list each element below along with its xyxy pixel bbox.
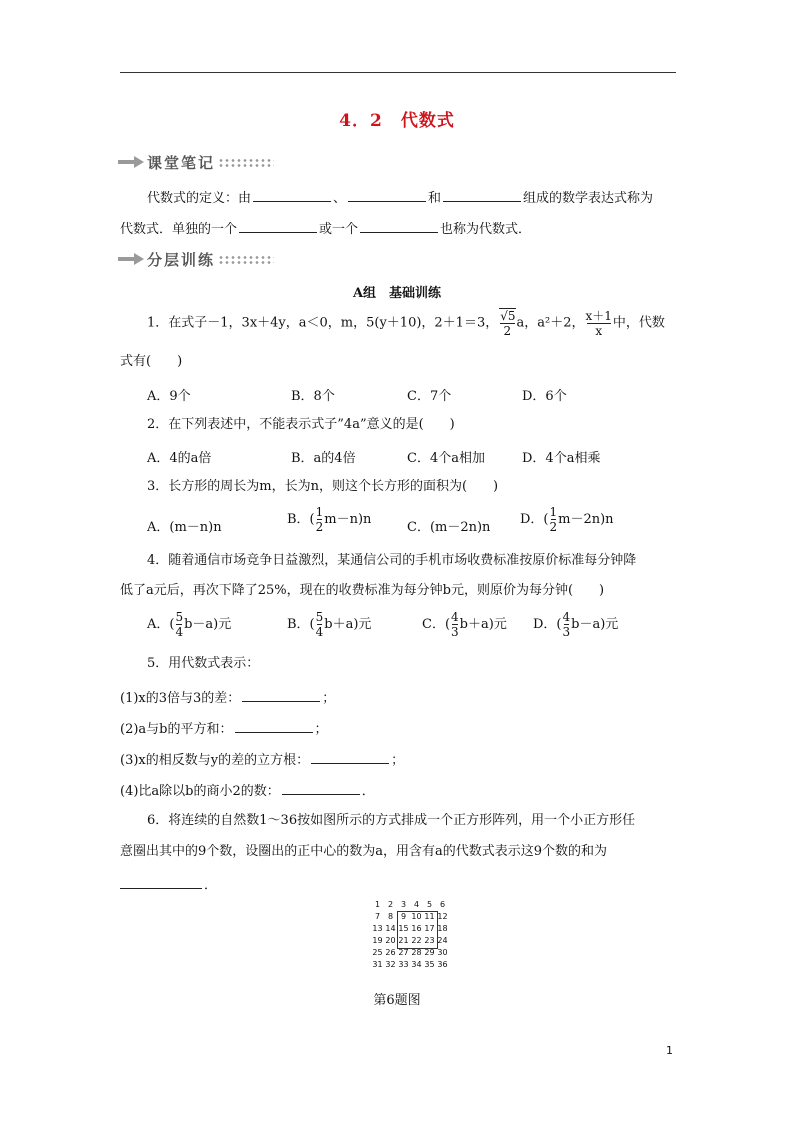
grid-cell: 12	[437, 912, 448, 921]
text-fragment: 组成的数学表达式称为	[523, 191, 654, 206]
question-3-stem: 3．长方形的周长为m，长为n，则这个长方形的面积为( )	[147, 479, 499, 494]
page-title: 4．2 代数式	[339, 111, 455, 131]
arrow-icon	[118, 156, 144, 168]
denominator: x	[595, 323, 603, 338]
q4-option-b: B．( $\frac{5}{4}$ b＋a)元	[287, 610, 372, 639]
question-4-stem-line-2: 低了a元后，再次下降了25%，现在的收费标准为每分钟b元，则原价为每分钟( )	[120, 583, 605, 598]
grid-cell: 22	[411, 936, 422, 945]
grid-cell: 15	[398, 924, 409, 933]
group-title: A组 基础训练	[352, 286, 442, 301]
q1-option-c: C．7个	[407, 389, 452, 404]
grid-cell: 29	[424, 948, 435, 957]
q2-option-c: C．4个a相加	[407, 451, 485, 466]
grid-cell: 26	[385, 948, 396, 957]
q4-option-c: C．( $\frac{4}{3}$ b＋a)元	[422, 610, 507, 639]
text-fragment: 1．在式子－1，3x＋4y，a＜0，m，5(y＋10)，2＋1＝3，	[147, 315, 499, 331]
grid-cell: 7	[374, 912, 381, 921]
grid-cell: 11	[424, 912, 435, 921]
grid-cell: 21	[398, 936, 409, 945]
question-6-stem-line-2: 意圈出其中的9个数，设圈出的正中心的数为a，用含有a的代数式表示这9个数的和为	[120, 844, 608, 859]
grid-cell: 2	[387, 900, 394, 909]
text-fragment: 代数式的定义：由	[147, 191, 252, 206]
grid-cell: 27	[398, 948, 409, 957]
q2-option-b: B．a的4倍	[291, 451, 356, 466]
answer-blank	[239, 218, 317, 233]
training-banner-label: 分层训练	[147, 251, 216, 269]
q5-item-1: (1)x的3倍与3的差： ；	[120, 687, 680, 708]
grid-cell: 18	[437, 924, 448, 933]
grid-cell: 19	[372, 936, 383, 945]
text-fragment: a，a²＋2，	[516, 315, 585, 331]
question-6-answer-line: ．	[120, 874, 680, 895]
text-fragment: 和	[428, 191, 442, 206]
grid-cell: 13	[372, 924, 383, 933]
text-fragment: 、	[333, 191, 347, 206]
grid-cell: 25	[372, 948, 383, 957]
definition-line-1	[147, 187, 707, 208]
grid-cell: 14	[385, 924, 396, 933]
q5-item-3: (3)x的相反数与y的差的立方根： ；	[120, 749, 680, 770]
grid-cell: 17	[424, 924, 435, 933]
banner-dots	[218, 158, 274, 168]
arrow-icon	[118, 253, 144, 265]
question-1-stem	[147, 308, 665, 338]
notes-banner-label: 课堂笔记	[147, 154, 216, 172]
q3-option-c: C．(m－2n)n	[407, 520, 491, 535]
grid-cell: 8	[387, 912, 394, 921]
q1-option-a: A．9个	[147, 389, 191, 404]
answer-blank	[253, 187, 331, 202]
answer-blank	[443, 187, 521, 202]
q4-option-a: A．( $\frac{5}{4}$ b－a)元	[147, 610, 232, 639]
header-rule	[120, 72, 676, 73]
answer-blank	[120, 874, 202, 889]
text-fragment: 中，代数	[612, 315, 665, 331]
banner-dots	[218, 255, 274, 265]
q5-item-4: (4)比a除以b的商小2的数： ．	[120, 780, 680, 801]
question-5-stem: 5．用代数式表示：	[147, 656, 260, 671]
text-fragment: 或一个	[319, 222, 359, 237]
grid-cell: 24	[437, 936, 448, 945]
q4-option-d: D．( $\frac{4}{3}$ b－a)元	[533, 610, 619, 639]
grid-cell: 5	[426, 900, 433, 909]
fraction-sqrt5-over-2	[499, 308, 515, 338]
grid-cell: 33	[398, 960, 409, 969]
grid-cell: 30	[437, 948, 448, 957]
grid-cell: 16	[411, 924, 422, 933]
training-banner	[118, 249, 278, 269]
grid-cell: 10	[411, 912, 422, 921]
q3-option-a: A．(m－n)n	[147, 520, 222, 535]
grid-cell: 4	[413, 900, 420, 909]
grid-cell: 34	[411, 960, 422, 969]
q2-option-d: D．4个a相乘	[522, 451, 601, 466]
grid-cell: 9	[400, 912, 407, 921]
grid-cell: 1	[374, 900, 381, 909]
grid-cell: 28	[411, 948, 422, 957]
notes-banner	[118, 152, 278, 172]
answer-blank	[348, 187, 426, 202]
number-grid-figure	[371, 899, 455, 979]
question-2-stem: 2．在下列表述中，不能表示式子”4a”意义的是( )	[147, 417, 455, 432]
page-number: 1	[666, 1044, 673, 1057]
q3-option-b: B．( $\frac{1}{2}$ m－n)n	[287, 505, 372, 534]
grid-cell: 32	[385, 960, 396, 969]
fraction-x-plus-1-over-x	[586, 309, 612, 338]
numerator: x＋1	[585, 308, 612, 323]
q1-option-d: D．6个	[522, 389, 567, 404]
denominator: 2	[503, 324, 512, 338]
grid-cell: 23	[424, 936, 435, 945]
text-fragment: 代数式．单独的一个	[120, 222, 238, 237]
question-6-stem-line-1: 6．将连续的自然数1～36按如图所示的方式排成一个正方形阵列，用一个小正方形任	[147, 813, 636, 828]
grid-cell: 20	[385, 936, 396, 945]
question-1-stem-line-2: 式有( )	[120, 354, 183, 369]
q1-option-b: B．8个	[291, 389, 335, 404]
answer-blank	[360, 218, 438, 233]
q3-option-d: D．( $\frac{1}{2}$ m－2n)n	[520, 505, 614, 534]
definition-line-2	[120, 218, 680, 239]
grid-cell: 6	[439, 900, 446, 909]
q2-option-a: A．4的a倍	[147, 451, 212, 466]
figure-caption: 第6题图	[373, 993, 421, 1008]
grid-cell: 31	[372, 960, 383, 969]
q5-item-2: (2)a与b的平方和： ；	[120, 718, 680, 739]
grid-cell: 35	[424, 960, 435, 969]
question-4-stem-line-1: 4．随着通信市场竞争日益激烈，某通信公司的手机市场收费标准按原价标准每分钟降	[147, 553, 637, 568]
grid-cell: 36	[437, 960, 448, 969]
grid-cell: 3	[400, 900, 407, 909]
text-fragment: 也称为代数式．	[440, 222, 532, 237]
numerator: √5	[500, 309, 516, 323]
